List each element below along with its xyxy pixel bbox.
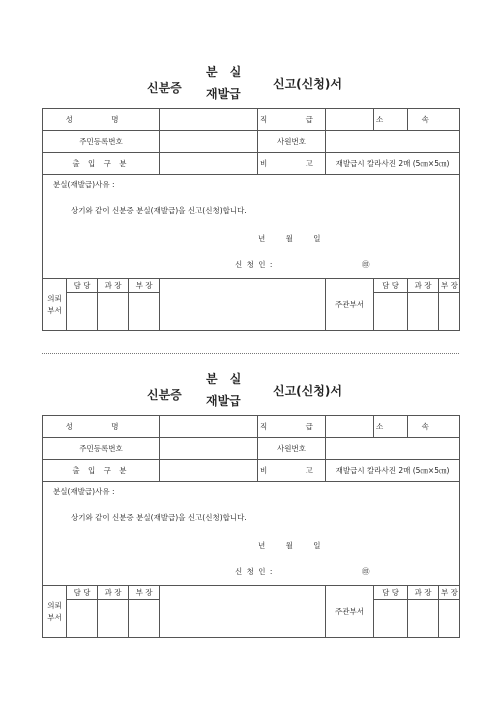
main-role-section-chief: 과 장	[408, 586, 439, 600]
main-sign-section-chief[interactable]	[408, 600, 439, 638]
access-type-label: 출 입 구 분	[43, 153, 160, 175]
main-role-staff: 담 당	[374, 586, 408, 600]
request-role-staff: 담 당	[67, 586, 98, 600]
main-sign-staff[interactable]	[374, 600, 408, 638]
date-line: 년 월 일	[258, 541, 330, 550]
applicant-label: 신 청 인 :	[235, 260, 274, 269]
request-sign-staff[interactable]	[67, 600, 98, 638]
applicant-label: 신 청 인 :	[235, 567, 274, 576]
request-sign-section-chief[interactable]	[98, 600, 129, 638]
resident-number-field[interactable]	[160, 438, 258, 460]
access-type-label: 출 입 구 분	[43, 460, 160, 482]
request-sign-dept-head[interactable]	[129, 600, 160, 638]
title-reissue: 재발급	[206, 87, 241, 101]
form-title	[0, 370, 504, 420]
remark-field: 재발급시 칼라사진 2매 (5㎝×5㎝)	[326, 460, 460, 482]
request-role-dept-head: 부 장	[129, 279, 160, 293]
title-prefix: 신분증	[147, 81, 182, 95]
statement-text: 상기와 같이 신분증 분실(재발급)을 신고(신청)합니다.	[71, 513, 247, 522]
name-field[interactable]	[160, 109, 258, 131]
position-label: 직 급	[258, 109, 326, 131]
reason-label: 분실(재발급)사유 :	[53, 180, 115, 189]
main-sign-section-chief[interactable]	[408, 293, 439, 331]
name-field[interactable]	[160, 416, 258, 438]
employee-number-field[interactable]	[326, 438, 460, 460]
statement-area	[43, 175, 460, 279]
statement-text: 상기와 같이 신분증 분실(재발급)을 신고(신청)합니다.	[71, 206, 247, 215]
date-line: 년 월 일	[258, 234, 330, 243]
access-type-field[interactable]	[160, 153, 258, 175]
request-sign-dept-head[interactable]	[129, 293, 160, 331]
main-role-staff: 담 당	[374, 279, 408, 293]
resident-number-label: 주민등록번호	[43, 438, 160, 460]
remark-field: 재발급시 칼라사진 2매 (5㎝×5㎝)	[326, 153, 460, 175]
remark-label: 비 고	[258, 153, 326, 175]
title-loss: 분 실	[206, 372, 246, 386]
name-label: 성 명	[43, 416, 160, 438]
request-role-section-chief: 과 장	[98, 586, 129, 600]
title-reissue: 재발급	[206, 394, 241, 408]
main-role-dept-head: 부 장	[439, 279, 460, 293]
main-sign-dept-head[interactable]	[439, 293, 460, 331]
main-dept-label: 주관부서	[326, 279, 374, 331]
access-type-field[interactable]	[160, 460, 258, 482]
form-title	[0, 63, 504, 113]
employee-number-field[interactable]	[326, 131, 460, 153]
seal-mark: ㊞	[362, 260, 370, 269]
statement-area	[43, 482, 460, 586]
position-label: 직 급	[258, 416, 326, 438]
reason-label: 분실(재발급)사유 :	[53, 487, 115, 496]
department-label: 소 속	[374, 109, 408, 131]
application-table	[42, 108, 460, 331]
department-label: 소 속	[374, 416, 408, 438]
title-suffix: 신고(신청)서	[273, 384, 342, 398]
main-role-section-chief: 과 장	[408, 279, 439, 293]
request-dept-label: 의뢰부서	[43, 586, 67, 638]
request-role-section-chief: 과 장	[98, 279, 129, 293]
main-dept-label: 주관부서	[326, 586, 374, 638]
position-field[interactable]	[326, 416, 374, 438]
seal-mark: ㊞	[362, 567, 370, 576]
position-field[interactable]	[326, 109, 374, 131]
title-loss: 분 실	[206, 65, 246, 79]
remark-label: 비 고	[258, 460, 326, 482]
request-sign-staff[interactable]	[67, 293, 98, 331]
resident-number-field[interactable]	[160, 131, 258, 153]
main-sign-dept-head[interactable]	[439, 600, 460, 638]
application-table	[42, 415, 460, 638]
employee-number-label: 사원번호	[258, 438, 326, 460]
request-role-staff: 담 당	[67, 279, 98, 293]
request-dept-label: 의뢰부서	[43, 279, 67, 331]
blank-approval-space	[160, 586, 326, 638]
main-sign-staff[interactable]	[374, 293, 408, 331]
request-sign-section-chief[interactable]	[98, 293, 129, 331]
main-role-dept-head: 부 장	[439, 586, 460, 600]
name-label: 성 명	[43, 109, 160, 131]
title-suffix: 신고(신청)서	[273, 77, 342, 91]
blank-approval-space	[160, 279, 326, 331]
cut-line	[42, 353, 459, 354]
resident-number-label: 주민등록번호	[43, 131, 160, 153]
title-prefix: 신분증	[147, 388, 182, 402]
employee-number-label: 사원번호	[258, 131, 326, 153]
request-role-dept-head: 부 장	[129, 586, 160, 600]
